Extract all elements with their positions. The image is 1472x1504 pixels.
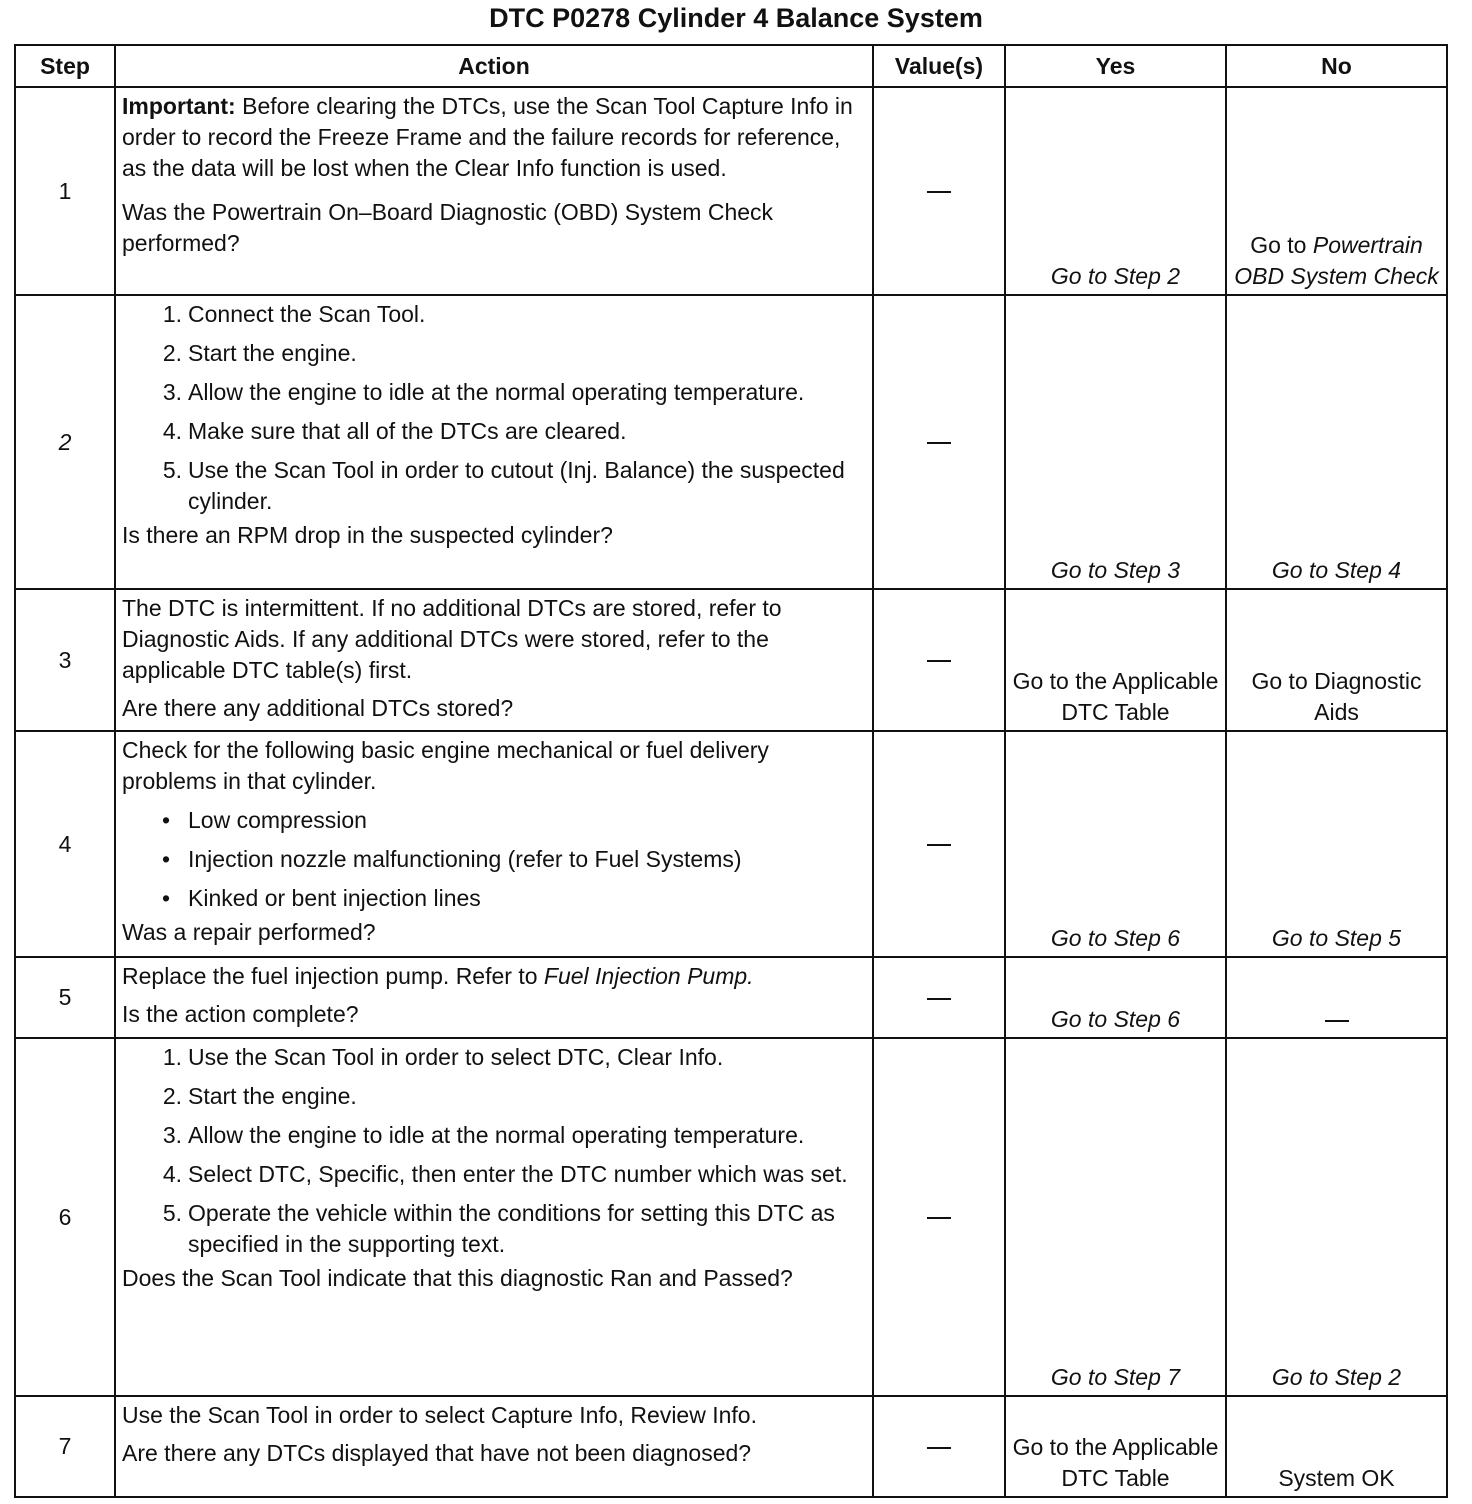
yes-cell: Go to the Applicable DTC Table — [1005, 589, 1226, 731]
empty-value-dash — [927, 844, 951, 846]
reference-link: Fuel Injection Pump. — [543, 963, 754, 989]
list-item: 2. Start the engine. — [162, 340, 357, 366]
value-cell — [873, 87, 1005, 295]
no-cell: System OK — [1226, 1396, 1447, 1497]
action-text: The DTC is intermittent. If no additional DTCs are stored, refer to Diagnostic Aids. If any additional DTCs were stored, refer to the applicable DTC table(s) first. — [122, 595, 782, 683]
important-text: Before clearing the DTCs, use the Scan Tool Capture Info in order to record the Freeze Frame and the failure records for reference, as the data will be lost when the Clear Info function is used. — [122, 93, 853, 181]
step-number: 6 — [15, 1038, 115, 1396]
list-item: 3. Allow the engine to idle at the normal operating temperature. — [162, 1122, 805, 1148]
action-text: Replace the fuel injection pump. Refer to Fuel Injection Pump. — [122, 963, 754, 989]
table-row-step-4 — [15, 731, 1447, 957]
value-cell — [873, 957, 1005, 1038]
step-number: 3 — [15, 589, 115, 731]
header-values: Value(s) — [873, 45, 1005, 87]
empty-value-dash — [927, 660, 951, 662]
empty-value-dash — [927, 998, 951, 1000]
value-cell — [873, 295, 1005, 589]
numbered-list — [122, 299, 864, 517]
question-text: Are there any DTCs displayed that have not been diagnosed? — [122, 1440, 752, 1466]
question-text: Is the action complete? — [122, 1001, 359, 1027]
question-text: Are there any additional DTCs stored? — [122, 695, 514, 721]
question-text: Was the Powertrain On–Board Diagnostic (OBD) System Check performed? — [122, 199, 774, 256]
list-item: 4. Make sure that all of the DTCs are cleared. — [162, 418, 627, 444]
page-title: DTC P0278 Cylinder 4 Balance System — [489, 3, 983, 33]
action-cell — [115, 957, 873, 1038]
important-label: Important: — [122, 93, 236, 119]
table-row-step-1 — [15, 87, 1447, 295]
header-step: Step — [15, 45, 115, 87]
diagnostic-table — [14, 44, 1448, 1498]
list-item: 5. Operate the vehicle within the conditions for setting this DTC as specified in the supporting text. — [162, 1200, 835, 1257]
list-item: • Low compression — [162, 807, 367, 833]
list-item: 2. Start the engine. — [162, 1083, 357, 1109]
action-cell — [115, 87, 873, 295]
no-cell: Go to Step 4 — [1226, 295, 1447, 589]
yes-cell: Go to Step 3 — [1005, 295, 1226, 589]
step-number: 7 — [15, 1396, 115, 1497]
no-cell — [1226, 87, 1447, 295]
yes-cell: Go to Step 7 — [1005, 1038, 1226, 1396]
action-cell — [115, 731, 873, 957]
step-number: 1 — [15, 87, 115, 295]
no-cell — [1226, 957, 1447, 1038]
no-cell: Go to Step 2 — [1226, 1038, 1447, 1396]
step-number: 4 — [15, 731, 115, 957]
no-cell: Go to Diagnostic Aids — [1226, 589, 1447, 731]
header-yes: Yes — [1005, 45, 1226, 87]
action-cell — [115, 1396, 873, 1497]
bullet-list — [122, 805, 864, 914]
value-cell — [873, 589, 1005, 731]
action-cell — [115, 589, 873, 731]
list-item: 5. Use the Scan Tool in order to cutout (Inj. Balance) the suspected cylinder. — [162, 457, 845, 514]
value-cell — [873, 1396, 1005, 1497]
empty-value-dash — [1325, 1020, 1349, 1022]
action-text: Use the Scan Tool in order to select Capture Info, Review Info. — [122, 1402, 757, 1428]
question-text: Does the Scan Tool indicate that this diagnostic Ran and Passed? — [122, 1265, 793, 1291]
no-link: Powertrain OBD System Check — [1234, 232, 1439, 289]
list-item: • Kinked or bent injection lines — [162, 885, 481, 911]
empty-value-dash — [927, 1447, 951, 1449]
list-item: 3. Allow the engine to idle at the normal operating temperature. — [162, 379, 805, 405]
empty-value-dash — [927, 442, 951, 444]
action-cell — [115, 1038, 873, 1396]
no-prefix: Go to — [1250, 232, 1313, 258]
value-cell — [873, 1038, 1005, 1396]
question-text: Was a repair performed? — [122, 919, 376, 945]
action-text: Check for the following basic engine mechanical or fuel delivery problems in that cylinder. — [122, 737, 769, 794]
header-no: No — [1226, 45, 1447, 87]
empty-value-dash — [927, 191, 951, 193]
numbered-list — [122, 1042, 864, 1260]
step-number: 2 — [15, 295, 115, 589]
header-row — [15, 45, 1447, 87]
important-note — [122, 91, 864, 184]
list-item: • Injection nozzle malfunctioning (refer to Fuel Systems) — [162, 846, 742, 872]
header-action: Action — [115, 45, 873, 87]
yes-cell: Go to the Applicable DTC Table — [1005, 1396, 1226, 1497]
step-number: 5 — [15, 957, 115, 1038]
table-row-step-2 — [15, 295, 1447, 589]
value-cell — [873, 731, 1005, 957]
no-cell: Go to Step 5 — [1226, 731, 1447, 957]
table-row-step-3 — [15, 589, 1447, 731]
list-item: 4. Select DTC, Specific, then enter the DTC number which was set. — [162, 1161, 848, 1187]
table-row-step-5 — [15, 957, 1447, 1038]
yes-cell: Go to Step 6 — [1005, 957, 1226, 1038]
empty-value-dash — [927, 1217, 951, 1219]
table-row-step-6 — [15, 1038, 1447, 1396]
yes-cell: Go to Step 6 — [1005, 731, 1226, 957]
action-cell — [115, 295, 873, 589]
list-item: 1. Connect the Scan Tool. — [162, 301, 426, 327]
question-text: Is there an RPM drop in the suspected cylinder? — [122, 522, 613, 548]
list-item: 1. Use the Scan Tool in order to select DTC, Clear Info. — [162, 1044, 724, 1070]
yes-cell: Go to Step 2 — [1005, 87, 1226, 295]
table-row-step-7 — [15, 1396, 1447, 1497]
